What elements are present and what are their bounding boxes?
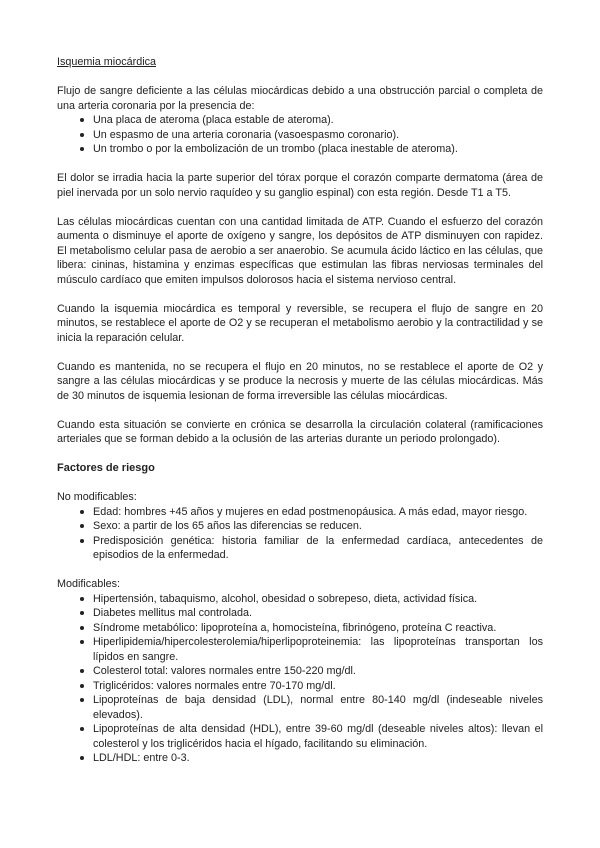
- list-item: Lipoproteínas de baja densidad (LDL), normal entre 80-140 mg/dl (indeseable niveles elevados).: [93, 694, 543, 721]
- list-item: LDL/HDL: entre 0-3.: [93, 751, 543, 766]
- document-page: [57, 55, 543, 780]
- list-item: Lipoproteínas de alta densidad (HDL), entre 39-60 mg/dl (deseable niveles altos): llevan el colesterol y los triglicéridos hacia el hígado, facilitando su eliminación.: [93, 723, 543, 750]
- non-modifiable-list: [57, 505, 543, 563]
- list-item: Un espasmo de una arteria coronaria (vasoespasmo coronario).: [93, 128, 543, 143]
- intro-paragraph: Flujo de sangre deficiente a las células miocárdicas debido a una obstrucción parcial o completa de una arteria coronaria por la presencia de:: [57, 85, 543, 112]
- modifiable-list: [57, 592, 543, 766]
- paragraph: El dolor se irradia hacia la parte superior del tórax porque el corazón comparte dermatoma (área de piel inervada por un solo nervio raquídeo y su ganglio espinal) con esta región. Desde T1 a T5.: [57, 172, 543, 199]
- non-modifiable-label: No modificables:: [57, 491, 137, 503]
- paragraph: Cuando esta situación se convierte en crónica se desarrolla la circulación colateral (ramificaciones arteriales que se forman debido a la oclusión de las arterias durante un periodo prolongado).: [57, 418, 543, 445]
- list-item: Síndrome metabólico: lipoproteína a, homocisteína, fibrinógeno, proteína C reactiva.: [93, 621, 543, 636]
- list-item: Hiperlipidemia/hipercolesterolemia/hiperlipoproteinemia: las lipoproteínas transportan los lípidos en sangre.: [93, 636, 543, 663]
- list-item: Una placa de ateroma (placa estable de ateroma).: [93, 113, 543, 128]
- list-item: Sexo: a partir de los 65 años las diferencias se reducen.: [93, 519, 543, 534]
- paragraph: Cuando es mantenida, no se recupera el flujo en 20 minutos, no se restablece el aporte de O2 y sangre a las células miocárdicas y se produce la necrosis y muerte de las células miocárdicas. Más de 30 minutos de isquemia lesionan de forma irreversible las células miocárdicas.: [57, 360, 543, 402]
- causes-list: [57, 113, 543, 157]
- list-item: Triglicéridos: valores normales entre 70-170 mg/dl.: [93, 679, 543, 694]
- paragraph: Las células miocárdicas cuentan con una cantidad limitada de ATP. Cuando el esfuerzo del corazón aumenta o disminuye el aporte de oxígeno y sangre, los depósitos de ATP disminuyen con rapidez. El metabolismo celular pasa de aerobio a ser anaerobio. Se acumula ácido láctico en las células, que libera: cininas, histamina y enzimas específicas que estimulan las fibras nerviosas terminales del músculo cardíaco que emiten impulsos dolorosos hacia el sistema nervioso central.: [57, 215, 543, 286]
- list-item: Edad: hombres +45 años y mujeres en edad postmenopáusica. A más edad, mayor riesgo.: [93, 505, 543, 520]
- list-item: Predisposición genética: historia familiar de la enfermedad cardíaca, antecedentes de episodios de la enfermedad.: [93, 534, 543, 561]
- document-title: Isquemia miocárdica: [57, 56, 157, 68]
- list-item: Colesterol total: valores normales entre 150-220 mg/dl.: [93, 664, 543, 679]
- list-item: Diabetes mellitus mal controlada.: [93, 606, 543, 621]
- modifiable-label: Modificables:: [57, 578, 121, 590]
- paragraph: Cuando la isquemia miocárdica es temporal y reversible, se recupera el flujo de sangre en 20 minutos, se restablece el aporte de O2 y se recuperan el metabolismo aerobio y la contractilidad y se inicia la reparación celular.: [57, 302, 543, 344]
- list-item: Hipertensión, tabaquismo, alcohol, obesidad o sobrepeso, dieta, actividad física.: [93, 592, 543, 607]
- risk-factors-heading: Factores de riesgo: [57, 462, 155, 474]
- list-item: Un trombo o por la embolización de un trombo (placa inestable de ateroma).: [93, 142, 543, 157]
